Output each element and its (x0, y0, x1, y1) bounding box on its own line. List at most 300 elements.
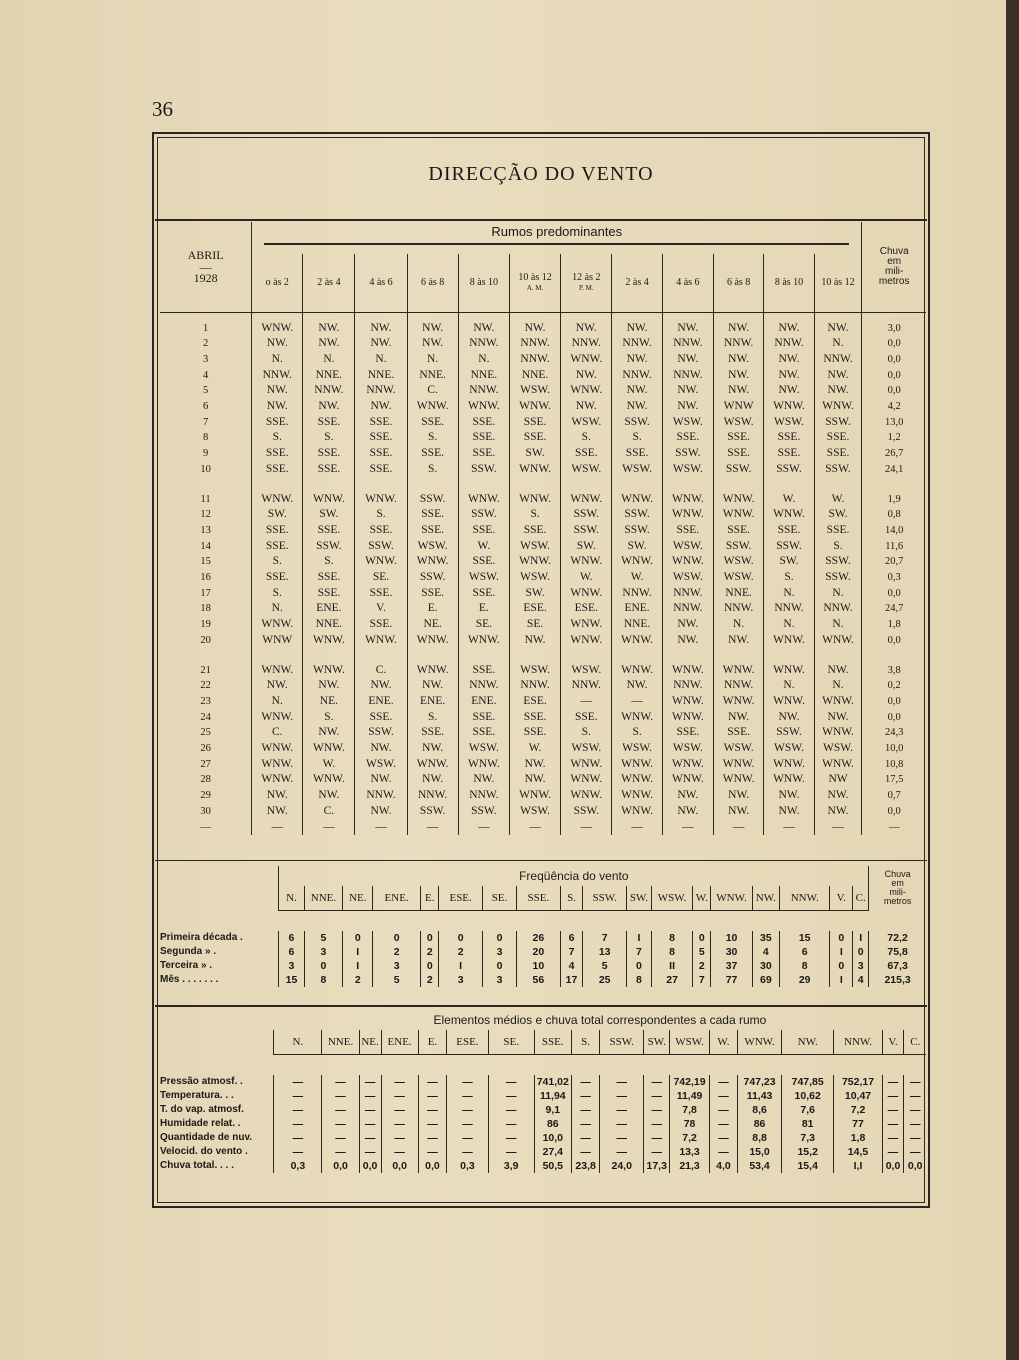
value-cell: 3 (373, 959, 421, 973)
wind-cell: WNW. (407, 399, 458, 415)
wind-cell: WNW. (407, 554, 458, 570)
wind-cell: — (713, 820, 763, 836)
wind-cell: NNW. (355, 788, 407, 804)
value-cell: 3,9 (488, 1159, 534, 1173)
wind-cell: NNE. (303, 368, 355, 384)
direction-column-header: E. (418, 1030, 446, 1055)
wind-cell: WNW. (561, 554, 612, 570)
table-row (160, 633, 926, 649)
wind-cell: SSE. (458, 523, 509, 539)
wind-cell: NNE. (509, 368, 560, 384)
direction-column-header: C. (904, 1030, 926, 1055)
value-cell: — (600, 1089, 644, 1103)
table-row (160, 462, 926, 478)
direction-column-header: N. (279, 886, 304, 911)
wind-cell: NW. (458, 772, 509, 788)
value-cell: — (904, 1117, 926, 1131)
value-cell: — (882, 1089, 904, 1103)
wind-cell: NW. (561, 399, 612, 415)
wind-cell: NW. (458, 321, 509, 337)
wind-cell: SSE. (713, 446, 763, 462)
direction-column-header: SE. (488, 1030, 534, 1055)
wind-cell: SSE. (407, 725, 458, 741)
value-cell: I (626, 931, 651, 945)
rain-cell: 0,0 (862, 633, 926, 649)
table-row (160, 931, 926, 945)
wind-cell: N. (814, 586, 862, 602)
value-cell: 7,2 (670, 1131, 709, 1145)
wind-cell: SSW. (814, 570, 862, 586)
wind-cell: WNW. (662, 663, 713, 679)
wind-cell: NNE. (303, 617, 355, 633)
wind-cell: SSE. (303, 415, 355, 431)
wind-cell: NW. (407, 336, 458, 352)
value-cell: — (274, 1117, 322, 1131)
value-cell: — (359, 1117, 381, 1131)
wind-cell: SSW. (407, 804, 458, 820)
wind-cell: WSW. (764, 741, 814, 757)
wind-cell: S. (612, 725, 662, 741)
wind-cell: S. (252, 586, 303, 602)
wind-cell: NNW. (561, 678, 612, 694)
wind-cell: W. (814, 492, 862, 508)
wind-cell: NNE. (458, 368, 509, 384)
wind-cell: N. (764, 678, 814, 694)
value-cell: 8 (652, 945, 693, 959)
table-row (160, 1117, 926, 1131)
wind-cell: NW. (252, 804, 303, 820)
value-cell: — (571, 1075, 599, 1089)
rain-cell: 0,0 (862, 804, 926, 820)
row-label: Humidade relat. . (160, 1118, 241, 1129)
wind-cell: W. (458, 539, 509, 555)
wind-cell: N. (355, 352, 407, 368)
direction-column-header: ENE. (381, 1030, 418, 1055)
wind-cell: C. (355, 663, 407, 679)
wind-cell: NW. (764, 368, 814, 384)
month-header: ABRIL — 1928 (160, 222, 252, 312)
wind-cell: WSW. (814, 741, 862, 757)
wind-cell: NW. (509, 757, 560, 773)
value-cell: 7 (626, 945, 651, 959)
wind-cell: SSE. (355, 415, 407, 431)
value-cell: 7 (560, 945, 583, 959)
value-cell: — (274, 1131, 322, 1145)
value-cell: — (571, 1103, 599, 1117)
rain-cell: 0,0 (862, 352, 926, 368)
wind-cell: NNW. (764, 336, 814, 352)
wind-cell: SSE. (764, 446, 814, 462)
wind-cell: NW. (662, 399, 713, 415)
day-cell: 28 (200, 774, 211, 786)
wind-cell: WNW. (509, 399, 560, 415)
wind-cell: S. (509, 507, 560, 523)
wind-cell: NNW. (458, 678, 509, 694)
value-cell: — (904, 1075, 926, 1089)
value-cell: I (343, 959, 373, 973)
value-cell: — (322, 1131, 359, 1145)
wind-cell: WNW. (713, 507, 763, 523)
value-cell: 7 (693, 973, 711, 987)
wind-cell: SSE. (355, 586, 407, 602)
value-cell: — (418, 1089, 446, 1103)
time-column-header: 4 às 6 (662, 254, 713, 312)
value-cell: 747,85 (781, 1075, 834, 1089)
value-cell: I (343, 945, 373, 959)
wind-cell: SSW. (814, 462, 862, 478)
direction-column-header: NE. (359, 1030, 381, 1055)
value-cell: 9,1 (534, 1103, 571, 1117)
value-cell: 8,8 (738, 1131, 782, 1145)
wind-cell: SSE. (509, 415, 560, 431)
wind-cell: WNW. (713, 694, 763, 710)
value-cell: 0 (421, 931, 439, 945)
value-cell: 3 (439, 973, 482, 987)
wind-cell: SW. (612, 539, 662, 555)
value-cell: 78 (670, 1117, 709, 1131)
wind-cell: N. (252, 601, 303, 617)
wind-cell: NW. (662, 788, 713, 804)
wind-cell: S. (407, 710, 458, 726)
wind-cell: NW. (561, 368, 612, 384)
value-cell: — (644, 1089, 670, 1103)
value-cell: 3 (304, 945, 343, 959)
value-cell: — (381, 1117, 418, 1131)
wind-cell: WNW. (458, 492, 509, 508)
value-cell: 6 (279, 931, 304, 945)
day-cell: 7 (202, 416, 209, 428)
wind-cell: SSE. (458, 430, 509, 446)
wind-cell: NNW. (458, 336, 509, 352)
rain-cell: 17,5 (862, 772, 926, 788)
wind-cell: SSW. (458, 462, 509, 478)
wind-cell: SW. (509, 446, 560, 462)
rain-cell: 0,8 (862, 507, 926, 523)
wind-cell: SW. (814, 507, 862, 523)
wind-cell: SSW. (458, 507, 509, 523)
wind-cell: SSE. (407, 523, 458, 539)
wind-cell: SSW. (713, 539, 763, 555)
wind-cell: NW. (662, 352, 713, 368)
wind-cell: WNW. (458, 633, 509, 649)
day-cell: 12 (200, 509, 211, 521)
value-cell: — (882, 1131, 904, 1145)
wind-direction-table (160, 222, 926, 835)
wind-cell: NW. (662, 321, 713, 337)
wind-cell: WNW. (612, 710, 662, 726)
time-column-header: 2 às 4 (303, 254, 355, 312)
wind-cell: S. (303, 430, 355, 446)
value-cell: — (381, 1075, 418, 1089)
value-cell: 5 (304, 931, 343, 945)
value-cell: 86 (534, 1117, 571, 1131)
wind-cell: N. (303, 352, 355, 368)
wind-cell: SSE. (407, 507, 458, 523)
direction-column-header: NNE. (304, 886, 343, 911)
day-cell: 6 (202, 401, 209, 413)
direction-column-header: SE. (482, 886, 516, 911)
wind-cell: SSE. (303, 586, 355, 602)
wind-cell: NW. (407, 772, 458, 788)
rain-cell: 0,0 (862, 694, 926, 710)
value-cell: 72,2 (869, 931, 926, 945)
wind-cell: SW. (764, 554, 814, 570)
wind-cell: E. (407, 601, 458, 617)
wind-cell: WSW. (662, 741, 713, 757)
value-cell: 50,5 (534, 1159, 571, 1173)
wind-cell: NW. (814, 368, 862, 384)
value-cell: 0,3 (274, 1159, 322, 1173)
value-cell: 2 (421, 945, 439, 959)
wind-cell: NW. (814, 804, 862, 820)
wind-cell: SSW. (407, 570, 458, 586)
wind-cell: NW. (612, 321, 662, 337)
wind-cell: NW. (764, 804, 814, 820)
value-cell: — (709, 1117, 737, 1131)
wind-cell: SSE. (252, 539, 303, 555)
wind-cell: WNW. (561, 757, 612, 773)
table-row (160, 757, 926, 773)
wind-cell: SSE. (764, 430, 814, 446)
frequency-title: Freqüência do vento (279, 866, 869, 886)
wind-cell: SSE. (252, 570, 303, 586)
time-column-header: 2 às 4 (612, 254, 662, 312)
value-cell: — (571, 1131, 599, 1145)
day-cell: 8 (202, 432, 209, 444)
wind-cell: NW. (355, 772, 407, 788)
elements-table (160, 1010, 926, 1173)
wind-cell: WNW. (662, 772, 713, 788)
direction-column-header: V. (882, 1030, 904, 1055)
wind-cell: NW. (612, 352, 662, 368)
wind-cell: NW. (612, 383, 662, 399)
time-column-header: 8 às 10 (458, 254, 509, 312)
value-cell: 4,0 (709, 1159, 737, 1173)
time-column-header: 8 às 10 (764, 254, 814, 312)
wind-cell: WNW. (561, 586, 612, 602)
wind-cell: S. (407, 462, 458, 478)
wind-cell: WNW. (764, 757, 814, 773)
wind-cell: ENE. (303, 601, 355, 617)
day-cell: 16 (200, 572, 211, 584)
value-cell: — (274, 1145, 322, 1159)
rain-cell: 1,2 (862, 430, 926, 446)
wind-cell: NNW. (713, 336, 763, 352)
wind-cell: NNW. (662, 368, 713, 384)
wind-cell: — (612, 694, 662, 710)
value-cell: 5 (373, 973, 421, 987)
rain-cell: 0,0 (862, 710, 926, 726)
value-cell: 0,0 (381, 1159, 418, 1173)
wind-cell: WSW. (713, 415, 763, 431)
wind-cell: SSE. (458, 446, 509, 462)
value-cell: — (488, 1103, 534, 1117)
table-row (160, 725, 926, 741)
wind-cell: WNW. (303, 492, 355, 508)
wind-cell: WSW. (509, 539, 560, 555)
value-cell: 14,5 (834, 1145, 882, 1159)
rain-cell: 14,0 (862, 523, 926, 539)
wind-cell: SSE. (612, 446, 662, 462)
value-cell: — (447, 1145, 489, 1159)
value-cell: 30 (752, 959, 779, 973)
wind-cell: ESE. (509, 694, 560, 710)
value-cell: 7,8 (670, 1103, 709, 1117)
wind-cell: WSW. (509, 383, 560, 399)
wind-cell: N. (814, 678, 862, 694)
wind-cell: NW. (252, 399, 303, 415)
rain-header: Chuva em mili- metros (862, 222, 926, 312)
rain-cell: 3,0 (862, 321, 926, 337)
table-row (160, 1145, 926, 1159)
row-label: T. do vap. atmosf. (160, 1104, 244, 1115)
rain-cell: 0,0 (862, 586, 926, 602)
value-cell: — (882, 1117, 904, 1131)
value-cell: 4 (560, 959, 583, 973)
table-row (160, 788, 926, 804)
wind-cell: NW. (407, 678, 458, 694)
value-cell: 0,0 (418, 1159, 446, 1173)
wind-cell: SSE. (662, 725, 713, 741)
wind-cell: WSW. (509, 804, 560, 820)
wind-cell: WNW. (252, 492, 303, 508)
wind-cell: WSW. (662, 415, 713, 431)
value-cell: — (709, 1131, 737, 1145)
wind-cell: NW. (303, 321, 355, 337)
wind-cell: NW. (764, 352, 814, 368)
wind-cell: NW. (561, 321, 612, 337)
wind-cell: W. (764, 492, 814, 508)
wind-cell: — (509, 820, 560, 836)
rain-cell: 24,3 (862, 725, 926, 741)
wind-cell: NW. (764, 321, 814, 337)
page-number: 36 (152, 97, 173, 121)
value-cell: 0,0 (904, 1159, 926, 1173)
day-cell: 3 (202, 353, 209, 365)
wind-cell: NW. (303, 678, 355, 694)
value-cell: 30 (711, 945, 752, 959)
wind-cell: NE. (407, 617, 458, 633)
direction-column-header: ESE. (439, 886, 482, 911)
wind-cell: WSW. (509, 663, 560, 679)
wind-cell: WNW. (662, 492, 713, 508)
value-cell: 17,3 (644, 1159, 670, 1173)
wind-cell: WNW. (458, 757, 509, 773)
wind-cell: S. (407, 430, 458, 446)
rain-cell: 1,9 (862, 492, 926, 508)
value-cell: — (322, 1089, 359, 1103)
wind-cell: WNW. (764, 772, 814, 788)
wind-cell: N. (252, 352, 303, 368)
value-cell: 3 (853, 959, 869, 973)
value-cell: — (359, 1103, 381, 1117)
value-cell: — (274, 1103, 322, 1117)
wind-cell: SSE. (814, 523, 862, 539)
wind-cell: ENE. (355, 694, 407, 710)
wind-cell: SSE. (458, 725, 509, 741)
value-cell: 7,6 (781, 1103, 834, 1117)
table-row (160, 772, 926, 788)
value-cell: 77 (711, 973, 752, 987)
direction-column-header: V. (830, 886, 853, 911)
value-cell: 26 (517, 931, 560, 945)
value-cell: 8,6 (738, 1103, 782, 1117)
wind-cell: SSE. (662, 430, 713, 446)
direction-column-header: SW. (644, 1030, 670, 1055)
wind-cell: NNW. (458, 788, 509, 804)
wind-cell: NW. (407, 321, 458, 337)
wind-cell: NNW. (662, 601, 713, 617)
wind-cell: NNW. (662, 586, 713, 602)
wind-cell: SSE. (509, 430, 560, 446)
rain-cell: 1,8 (862, 617, 926, 633)
wind-cell: SSE. (355, 617, 407, 633)
wind-cell: WSW. (662, 462, 713, 478)
value-cell: 0 (439, 931, 482, 945)
direction-column-header: SSW. (600, 1030, 644, 1055)
value-cell: I (830, 945, 853, 959)
wind-cell: S. (561, 725, 612, 741)
value-cell: — (488, 1145, 534, 1159)
wind-cell: SSW. (561, 523, 612, 539)
value-cell: 0 (626, 959, 651, 973)
value-cell: — (322, 1117, 359, 1131)
wind-cell: NNW. (458, 383, 509, 399)
wind-cell: SSW. (662, 446, 713, 462)
wind-cell: WNW. (509, 788, 560, 804)
wind-cell: WSW. (561, 462, 612, 478)
value-cell: 2 (693, 959, 711, 973)
value-cell: 6 (780, 945, 830, 959)
value-cell: — (447, 1103, 489, 1117)
wind-cell: NNW. (509, 678, 560, 694)
wind-cell: NW. (662, 617, 713, 633)
wind-cell: WSW. (561, 663, 612, 679)
wind-cell: SSW. (612, 415, 662, 431)
wind-cell: E. (458, 601, 509, 617)
wind-cell: NW. (355, 804, 407, 820)
value-cell: — (274, 1089, 322, 1103)
table-row (160, 352, 926, 368)
wind-cell: SSE. (407, 586, 458, 602)
value-cell: — (709, 1089, 737, 1103)
value-cell: 35 (752, 931, 779, 945)
wind-cell: WNW. (252, 741, 303, 757)
wind-cell: C. (407, 383, 458, 399)
value-cell: II (652, 959, 693, 973)
wind-cell: SSE. (252, 415, 303, 431)
direction-column-header: SSE. (517, 886, 560, 911)
value-cell: — (418, 1145, 446, 1159)
wind-cell: WSW. (662, 539, 713, 555)
day-cell: 13 (200, 524, 211, 536)
value-cell: 0,3 (447, 1159, 489, 1173)
wind-cell: WNW. (252, 772, 303, 788)
wind-cell: SSE. (561, 446, 612, 462)
wind-cell: WNW. (612, 804, 662, 820)
table-row (160, 601, 926, 617)
value-cell: 0 (693, 931, 711, 945)
wind-cell: NW. (509, 321, 560, 337)
direction-column-header: N. (274, 1030, 322, 1055)
wind-cell: SSE. (407, 446, 458, 462)
wind-cell: NNW. (662, 336, 713, 352)
wind-cell: NW. (355, 321, 407, 337)
wind-cell: SE. (509, 617, 560, 633)
wind-cell: SSE. (713, 725, 763, 741)
time-column-header: 6 às 8 (407, 254, 458, 312)
wind-cell: SSE. (303, 446, 355, 462)
